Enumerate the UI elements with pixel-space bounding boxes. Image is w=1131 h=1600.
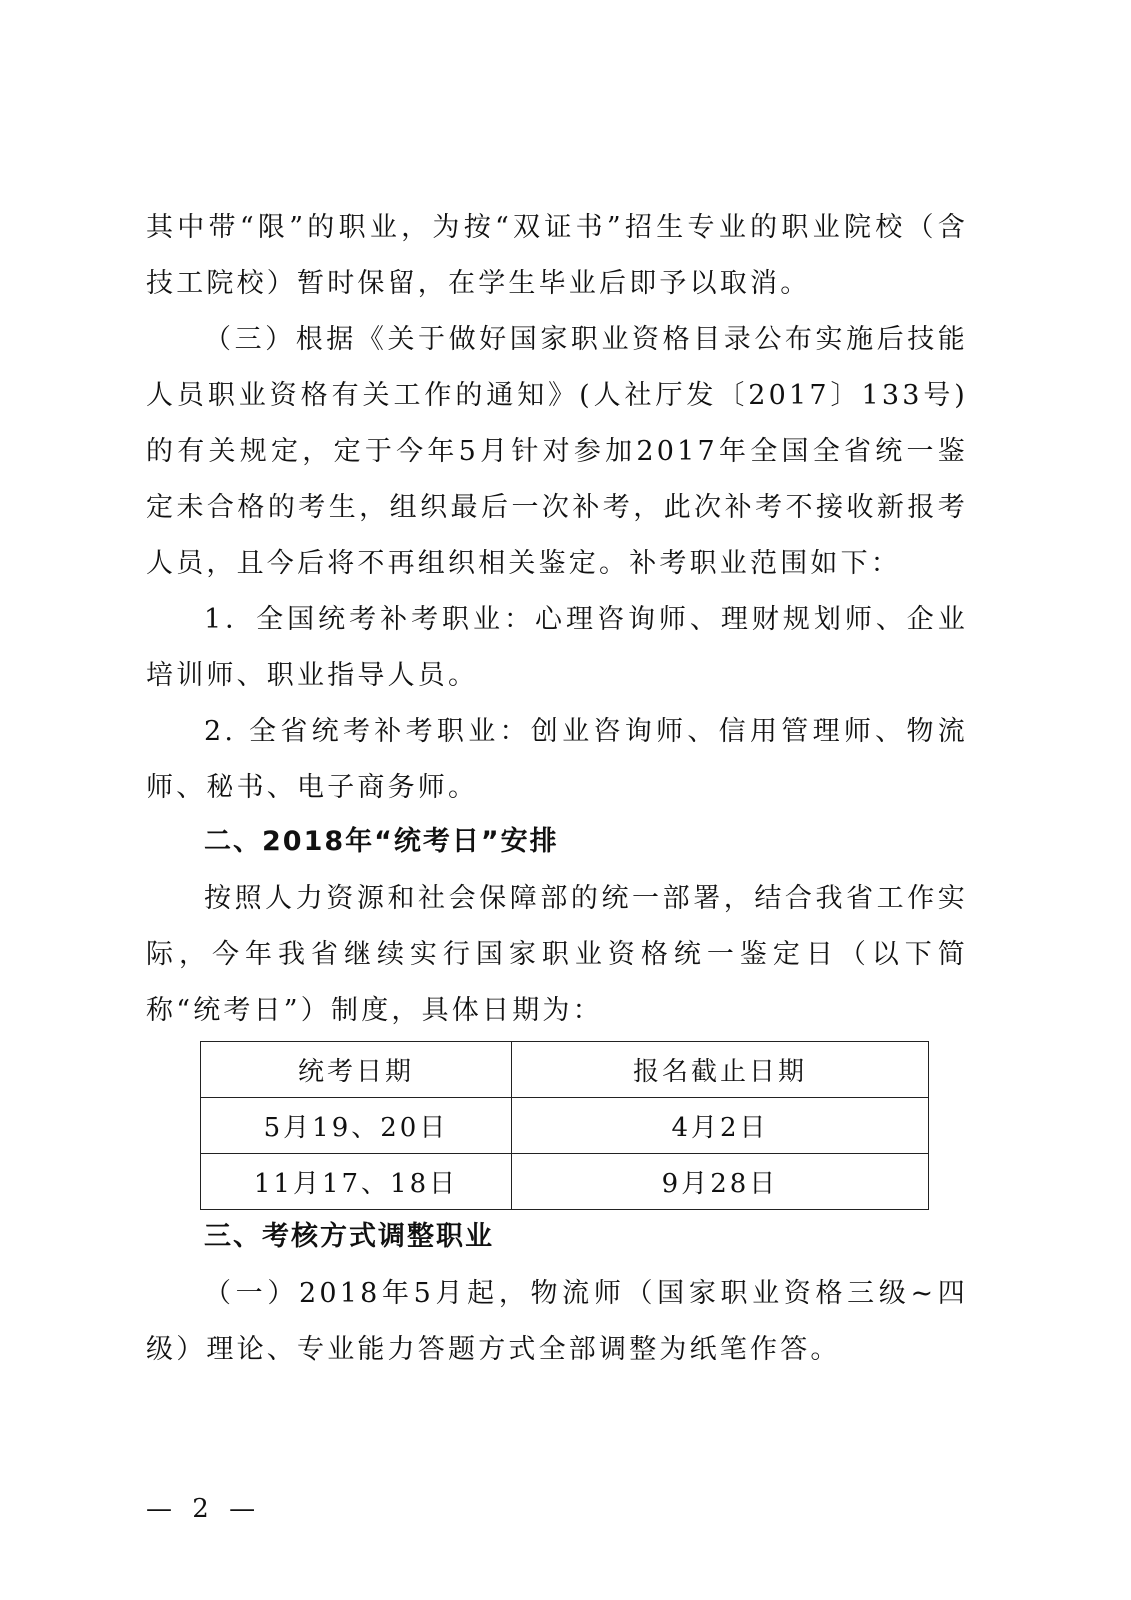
table-row [201, 1154, 929, 1210]
table-cell-exam-date: 5月19、20日 [201, 1098, 512, 1154]
exam-schedule-table [200, 1041, 929, 1210]
section-heading-assessment: 三、考核方式调整职业 [204, 1221, 494, 1252]
paragraph-national-makeup: 1．全国统考补考职业：心理咨询师、理财规划师、企业培训师、职业指导人员。 [146, 604, 968, 691]
section-heading-exam-day: 二、2018年“统考日”安排 [204, 826, 559, 857]
table-header-exam-date: 统考日期 [201, 1042, 512, 1098]
table-cell-deadline: 9月28日 [512, 1154, 929, 1210]
table-header-deadline: 报名截止日期 [512, 1042, 929, 1098]
paragraph-exam-day-intro: 按照人力资源和社会保障部的统一部署，结合我省工作实际，今年我省继续实行国家职业资格统一鉴定日（以下简称“统考日”）制度，具体日期为： [146, 883, 968, 1026]
table-row [201, 1098, 929, 1154]
paragraph-logistics-change: （一）2018年5月起，物流师（国家职业资格三级~四级）理论、专业能力答题方式全部调整为纸笔作答。 [146, 1278, 968, 1365]
paragraph-makeup-exam: （三）根据《关于做好国家职业资格目录公布实施后技能人员职业资格有关工作的通知》(人社厅发〔2017〕133号)的有关规定，定于今年5月针对参加2017年全国全省统一鉴定未合格的考生，组织最后一次补考，此次补考不接收新报考人员，且今后将不再组织相关鉴定。补考职业范围如下： [146, 324, 968, 579]
table-cell-deadline: 4月2日 [512, 1098, 929, 1154]
page-number: — 2 — [146, 1494, 262, 1524]
paragraph-dual-certificate: 其中带“限”的职业，为按“双证书”招生专业的职业院校（含技工院校）暂时保留，在学生毕业后即予以取消。 [146, 212, 968, 299]
table-header-row [201, 1042, 929, 1098]
table-cell-exam-date: 11月17、18日 [201, 1154, 512, 1210]
paragraph-provincial-makeup: 2. 全省统考补考职业：创业咨询师、信用管理师、物流师、秘书、电子商务师。 [146, 716, 968, 803]
